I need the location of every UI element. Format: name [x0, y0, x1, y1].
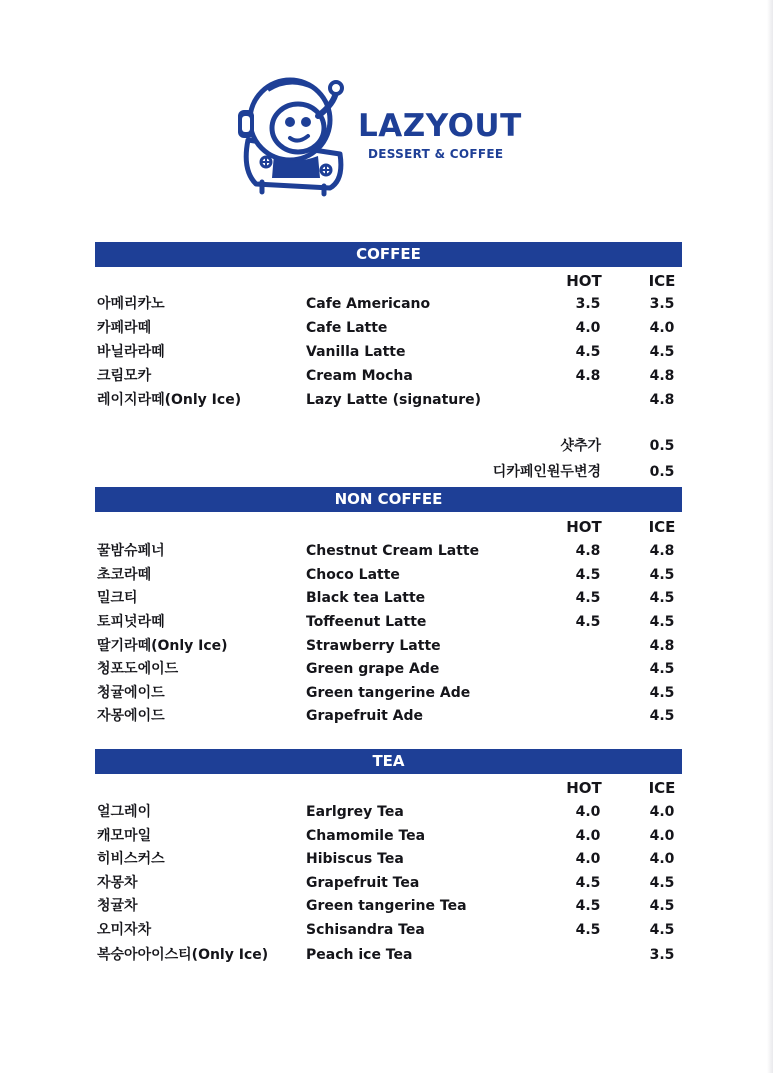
menu-item-korean-name: 청귤차 — [97, 898, 138, 914]
column-header-hot: HOT — [566, 272, 602, 290]
menu-item-hot-price: 4.5 — [575, 344, 601, 360]
menu-item-ice-price: 4.5 — [649, 685, 675, 701]
menu-item — [0, 541, 773, 565]
column-header-hot: HOT — [566, 779, 602, 797]
menu-item-hot-price: 4.0 — [575, 804, 601, 820]
menu-item-hot-price: 4.0 — [575, 320, 601, 336]
menu-item — [0, 826, 773, 850]
section-header-tea: TEA — [95, 749, 682, 774]
menu-item — [0, 294, 773, 318]
menu-item-hot-price: 4.5 — [575, 898, 601, 914]
menu-item — [0, 588, 773, 612]
menu-item-korean-name: 꿀밤슈페너 — [97, 543, 165, 559]
menu-item-ice-price: 4.5 — [649, 614, 675, 630]
menu-item-ice-price: 4.0 — [649, 828, 675, 844]
menu-item-english-name: Choco Latte — [306, 567, 400, 583]
menu-item — [0, 636, 773, 660]
menu-item — [0, 390, 773, 414]
menu-item-hot-price: 4.0 — [575, 828, 601, 844]
menu-item — [0, 318, 773, 342]
menu-item-english-name: Cafe Americano — [306, 296, 431, 312]
column-header-ice: ICE — [648, 518, 676, 536]
menu-item — [0, 659, 773, 683]
menu-item-korean-name: 얼그레이 — [97, 804, 152, 820]
column-header-hot: HOT — [566, 518, 602, 536]
menu-item-english-name: Hibiscus Tea — [306, 851, 404, 867]
menu-item-hot-price: 4.5 — [575, 590, 601, 606]
menu-item-english-name: Chestnut Cream Latte — [306, 543, 480, 559]
brand-name: LAZYOUT — [358, 108, 522, 144]
menu-item-english-name: Grapefruit Ade — [306, 708, 424, 724]
menu-item-hot-price: 4.5 — [575, 922, 601, 938]
menu-item-korean-name: 청포도에이드 — [97, 661, 179, 677]
menu-item-ice-price: 4.8 — [649, 543, 675, 559]
menu-item-english-name: Lazy Latte (signature) — [306, 392, 482, 408]
menu-item-ice-price: 4.5 — [649, 590, 675, 606]
add-on-price: 0.5 — [649, 464, 675, 480]
menu-item — [0, 873, 773, 897]
menu-item — [0, 565, 773, 589]
menu-item-ice-price: 3.5 — [649, 947, 675, 963]
menu-item — [0, 366, 773, 390]
menu-item-ice-price: 4.5 — [649, 661, 675, 677]
menu-item-korean-name: 복숭아아이스티(Only Ice) — [97, 947, 269, 963]
menu-item-english-name: Vanilla Latte — [306, 344, 406, 360]
menu-item-hot-price: 4.8 — [575, 368, 601, 384]
menu-item-english-name: Black tea Latte — [306, 590, 426, 606]
menu-item-english-name: Strawberry Latte — [306, 638, 441, 654]
menu-item-hot-price: 3.5 — [575, 296, 601, 312]
menu-item-korean-name: 자몽에이드 — [97, 708, 165, 724]
menu-item-korean-name: 아메리카노 — [97, 296, 165, 312]
menu-item-ice-price: 4.5 — [649, 922, 675, 938]
column-header-ice: ICE — [648, 779, 676, 797]
menu-item-ice-price: 4.0 — [649, 851, 675, 867]
menu-item-korean-name: 크림모카 — [97, 368, 152, 384]
menu-item-korean-name: 히비스커스 — [97, 851, 165, 867]
menu-item-korean-name: 자몽차 — [97, 875, 138, 891]
menu-item-hot-price: 4.5 — [575, 567, 601, 583]
brand-tagline: DESSERT & COFFEE — [368, 147, 504, 161]
menu-item-ice-price: 4.0 — [649, 320, 675, 336]
menu-item-english-name: Green tangerine Tea — [306, 898, 467, 914]
menu-item — [0, 920, 773, 944]
menu-item — [0, 849, 773, 873]
menu-item-english-name: Chamomile Tea — [306, 828, 426, 844]
add-on-item — [0, 462, 773, 486]
menu-item-ice-price: 4.5 — [649, 708, 675, 724]
menu-item-ice-price: 4.8 — [649, 392, 675, 408]
menu-item-ice-price: 4.5 — [649, 898, 675, 914]
menu-item-ice-price: 3.5 — [649, 296, 675, 312]
menu-item-korean-name: 바닐라라떼 — [97, 344, 165, 360]
menu-item-korean-name: 토피넛라떼 — [97, 614, 165, 630]
menu-item-english-name: Grapefruit Tea — [306, 875, 420, 891]
brand-logo — [232, 70, 542, 200]
menu-item-english-name: Green grape Ade — [306, 661, 440, 677]
menu-item-hot-price: 4.8 — [575, 543, 601, 559]
menu-item — [0, 896, 773, 920]
menu-item — [0, 683, 773, 707]
add-on-label: 샷추가 — [560, 438, 601, 454]
menu-item-english-name: Earlgrey Tea — [306, 804, 404, 820]
menu-item-korean-name: 초코라떼 — [97, 567, 152, 583]
menu-item-english-name: Cafe Latte — [306, 320, 388, 336]
menu-item-english-name: Peach ice Tea — [306, 947, 413, 963]
menu-item-korean-name: 청귤에이드 — [97, 685, 165, 701]
add-on-label: 디카페인원두변경 — [492, 464, 601, 480]
menu-item-korean-name: 오미자차 — [97, 922, 152, 938]
menu-item-ice-price: 4.0 — [649, 804, 675, 820]
menu-item — [0, 802, 773, 826]
menu-item-ice-price: 4.8 — [649, 638, 675, 654]
menu-item-korean-name: 밀크티 — [97, 590, 138, 606]
menu-item-hot-price: 4.5 — [575, 614, 601, 630]
menu-item — [0, 612, 773, 636]
column-header-ice: ICE — [648, 272, 676, 290]
lazy-character-armchair-icon — [232, 70, 360, 198]
menu-item — [0, 706, 773, 730]
add-on-price: 0.5 — [649, 438, 675, 454]
add-on-item — [0, 436, 773, 460]
menu-item-hot-price: 4.5 — [575, 875, 601, 891]
menu-item-english-name: Schisandra Tea — [306, 922, 425, 938]
page-edge-shadow — [767, 0, 773, 1073]
menu-item — [0, 342, 773, 366]
menu-item-english-name: Toffeenut Latte — [306, 614, 427, 630]
menu-item — [0, 945, 773, 969]
section-header-non-coffee: NON COFFEE — [95, 487, 682, 512]
menu-item-ice-price: 4.8 — [649, 368, 675, 384]
menu-item-ice-price: 4.5 — [649, 567, 675, 583]
menu-item-korean-name: 레이지라떼(Only Ice) — [97, 392, 242, 408]
menu-item-english-name: Green tangerine Ade — [306, 685, 471, 701]
menu-item-ice-price: 4.5 — [649, 875, 675, 891]
menu-item-korean-name: 딸기라떼(Only Ice) — [97, 638, 228, 654]
menu-item-ice-price: 4.5 — [649, 344, 675, 360]
menu-item-hot-price: 4.0 — [575, 851, 601, 867]
menu-item-korean-name: 캐모마일 — [97, 828, 152, 844]
section-header-coffee: COFFEE — [95, 242, 682, 267]
menu-item-korean-name: 카페라떼 — [97, 320, 152, 336]
menu-item-english-name: Cream Mocha — [306, 368, 413, 384]
